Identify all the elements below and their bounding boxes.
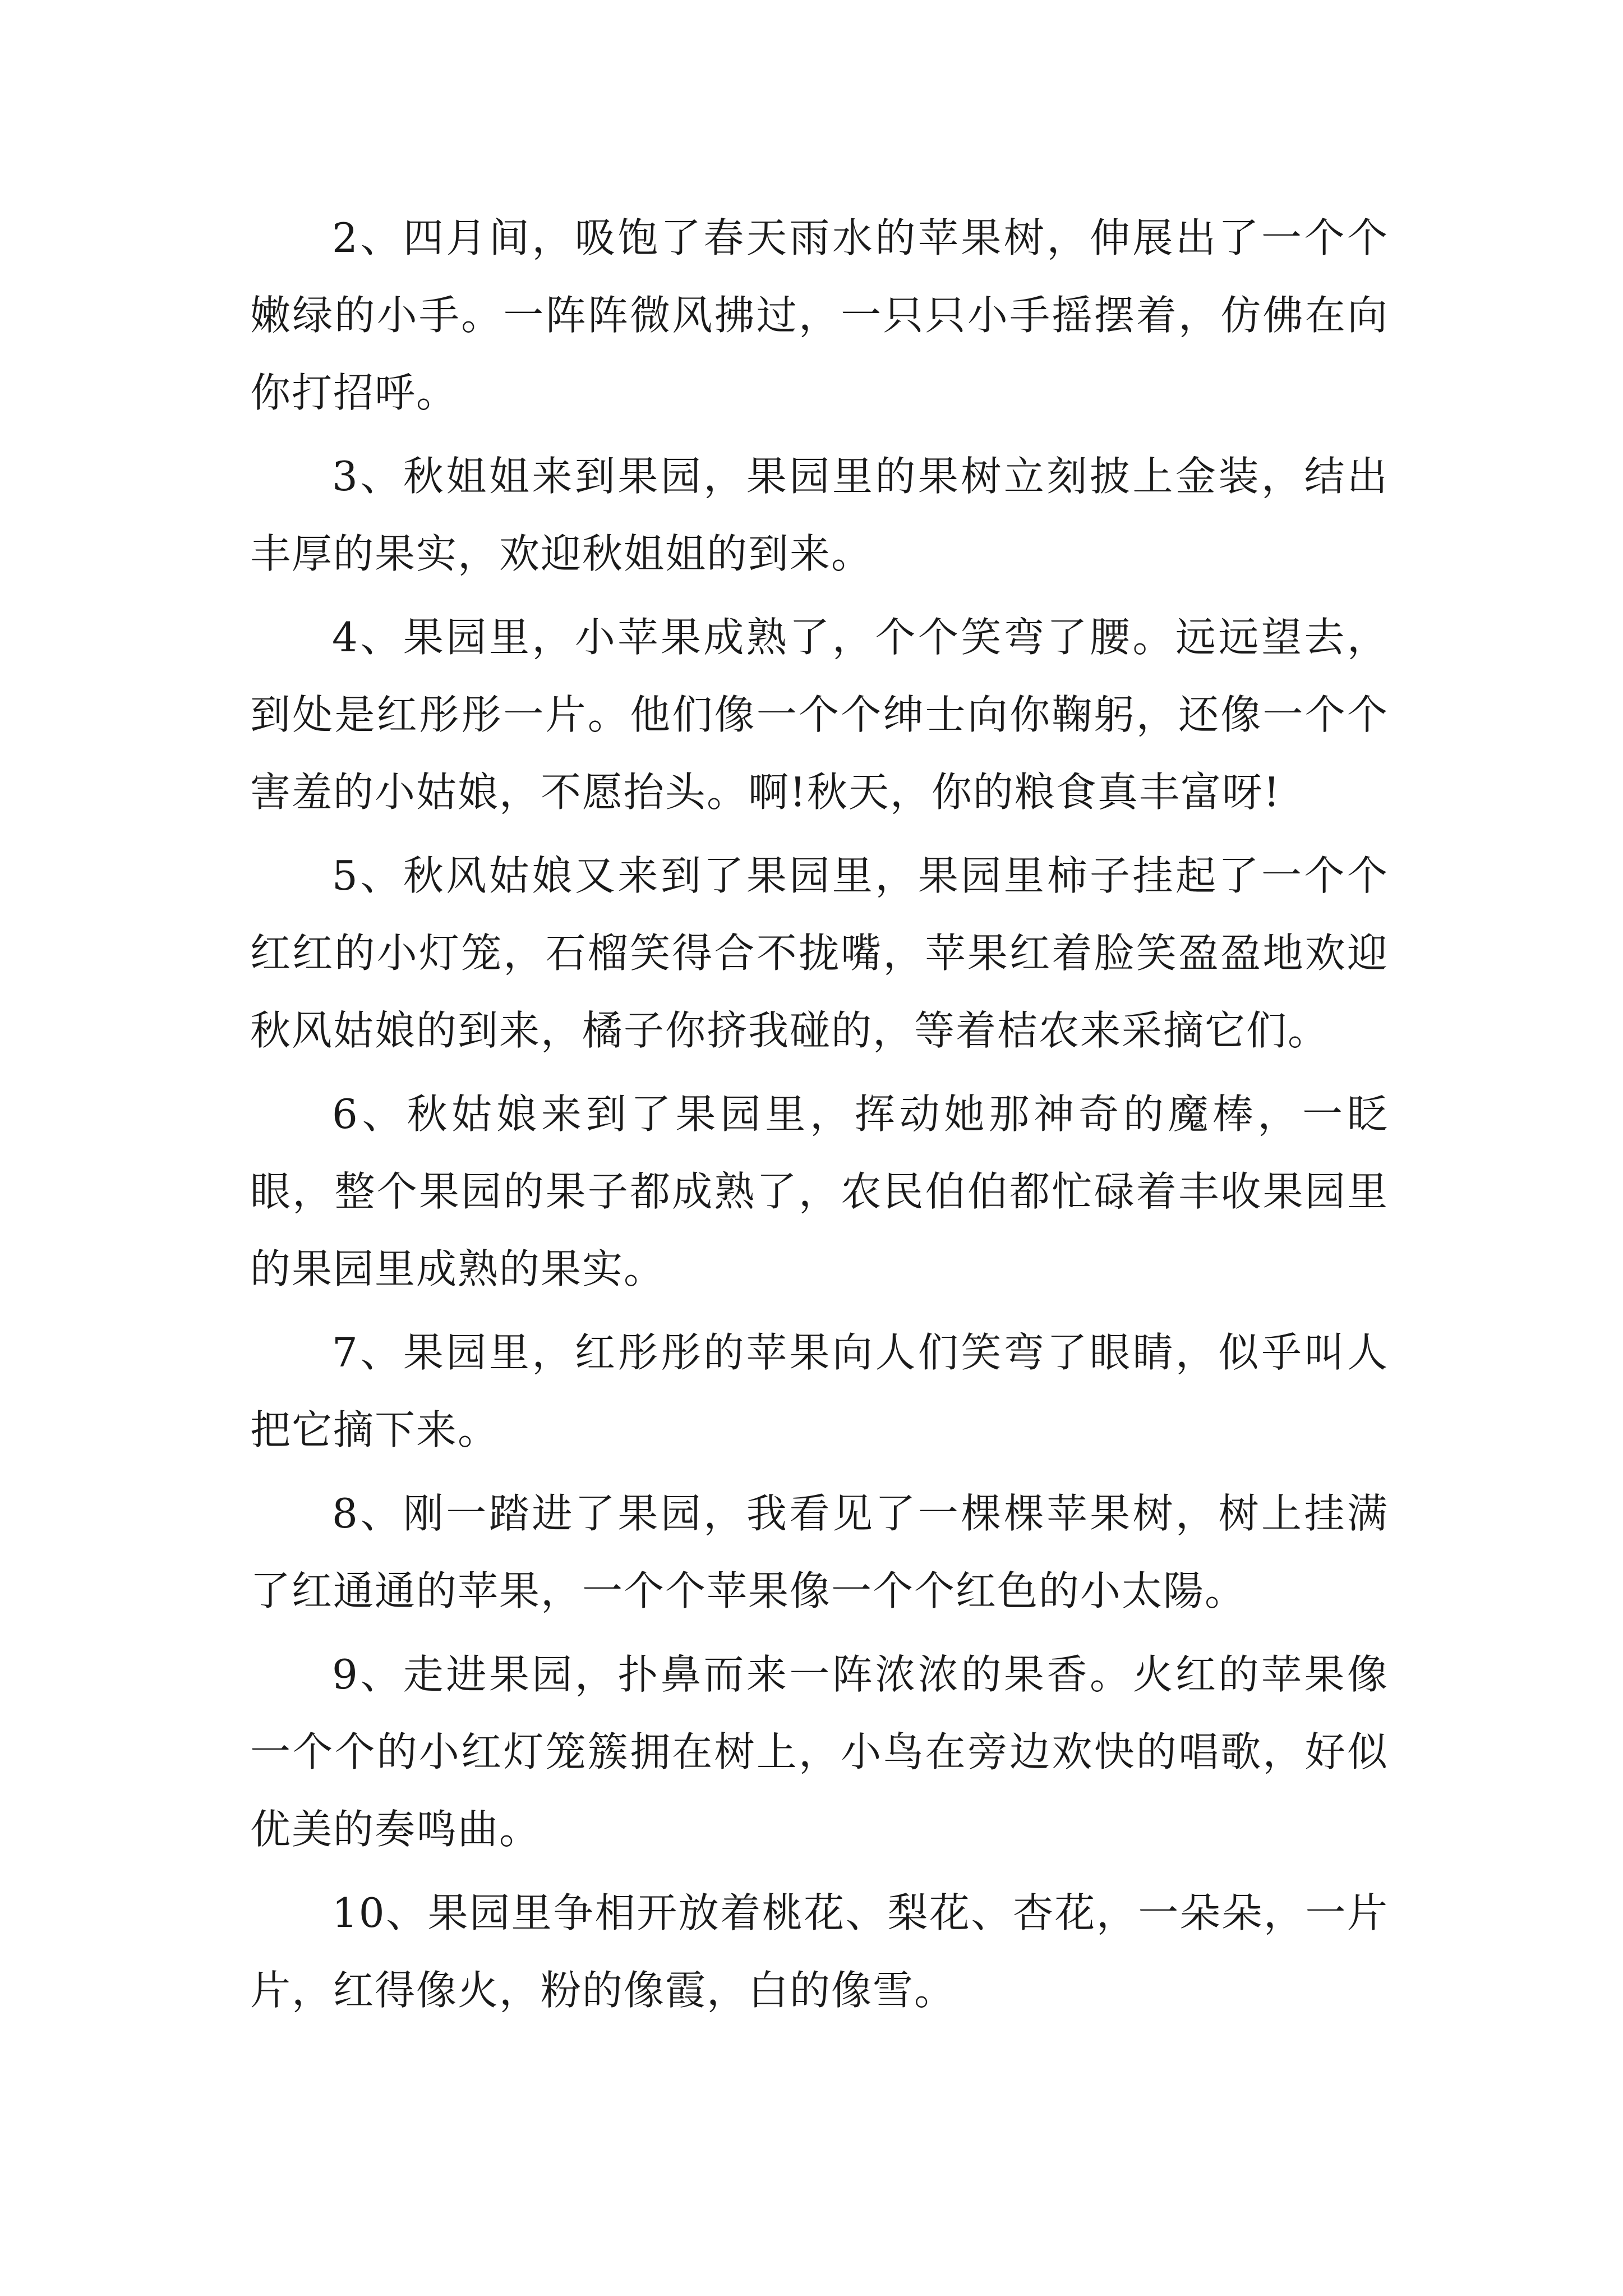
paragraph-7: 7、果园里，红彤彤的苹果向人们笑弯了眼睛，似乎叫人把它摘下来。 <box>250 1329 1389 1453</box>
paragraph-4: 4、果园里，小苹果成熟了，个个笑弯了腰。远远望去，到处是红彤彤一片。他们像一个个绅士向你鞠躬，还像一个个害羞的小姑娘，不愿抬头。啊!秋天，你的粮食真丰富呀! <box>250 614 1389 816</box>
paragraph-3: 3、秋姐姐来到果园，果园里的果树立刻披上金装，结出丰厚的果实，欢迎秋姐姐的到来。 <box>250 453 1389 577</box>
paragraph-5: 5、秋风姑娘又来到了果园里，果园里柿子挂起了一个个红红的小灯笼，石榴笑得合不拢嘴，苹果红着脸笑盈盈地欢迎秋风姑娘的到来，橘子你挤我碰的，等着桔农来采摘它们。 <box>250 852 1389 1054</box>
document-body <box>250 199 1389 2035</box>
paragraph-9: 9、走进果园，扑鼻而来一阵浓浓的果香。火红的苹果像一个个的小红灯笼簇拥在树上，小鸟在旁边欢快的唱歌，好似优美的奏鸣曲。 <box>250 1651 1389 1853</box>
paragraph-8: 8、刚一踏进了果园，我看见了一棵棵苹果树，树上挂满了红通通的苹果，一个个苹果像一个个红色的小太陽。 <box>250 1490 1389 1614</box>
paragraph-2: 2、四月间，吸饱了春天雨水的苹果树，伸展出了一个个嫩绿的小手。一阵阵微风拂过，一只只小手摇摆着，仿佛在向你打招呼。 <box>250 214 1389 416</box>
paragraph-6: 6、秋姑娘来到了果园里，挥动她那神奇的魔棒，一眨眼，整个果园的果子都成熟了，农民伯伯都忙碌着丰收果园里的果园里成熟的果实。 <box>250 1091 1389 1292</box>
paragraph-10: 10、果园里争相开放着桃花、梨花、杏花，一朵朵，一片片，红得像火，粉的像霞，白的像雪。 <box>250 1889 1389 2014</box>
